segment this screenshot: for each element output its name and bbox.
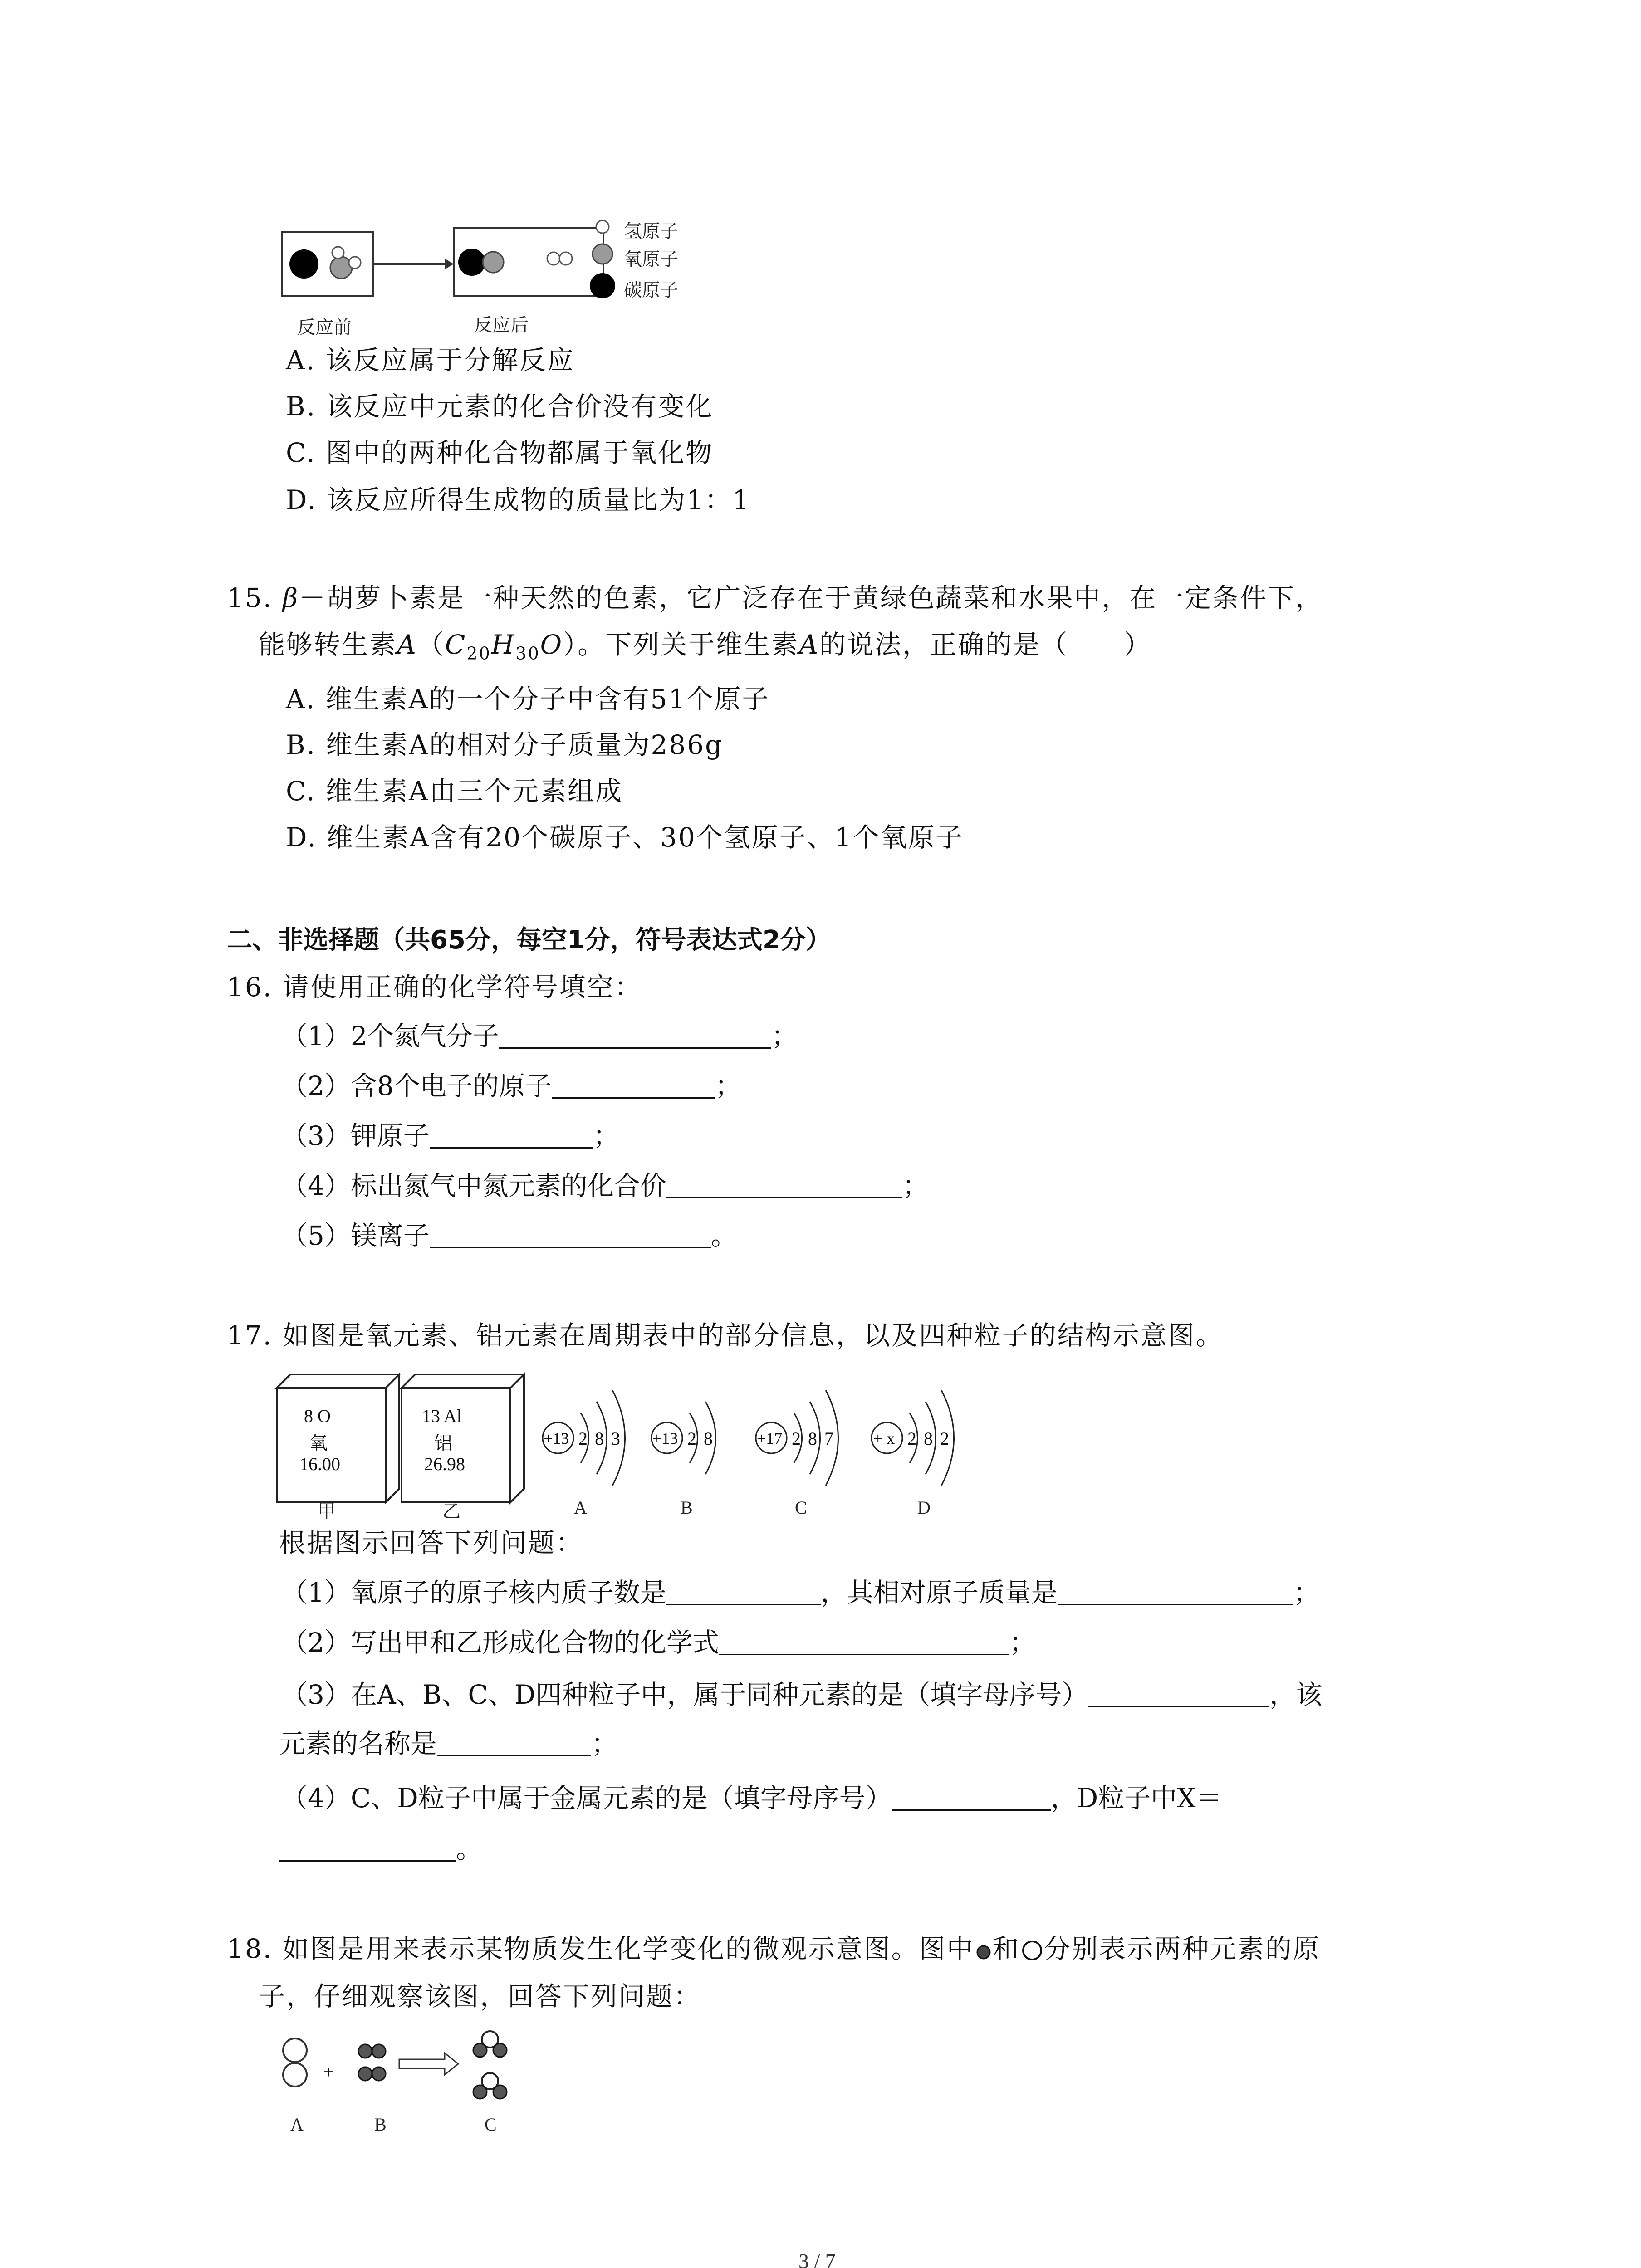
answer-blank[interactable]: [666, 1170, 902, 1198]
before-label: 反应前: [297, 317, 352, 338]
particle-b-nucleus: +13: [652, 1429, 678, 1447]
hydrogen-legend-icon: [596, 220, 609, 233]
hydrogen-atom-icon: [349, 257, 361, 269]
particle-a-nucleus: +13: [544, 1429, 569, 1447]
tag-b: B: [681, 1497, 693, 1518]
tag-c: C: [485, 2114, 497, 2135]
answer-blank[interactable]: [552, 1070, 715, 1099]
q14-option-a: A. 该反应属于分解反应: [286, 345, 575, 376]
light-atom-icon: [1020, 1939, 1044, 1962]
q17-q3-line1: （3）在A、B、C、D四种粒子中，属于同种元素的是（填字母序号） ，该: [281, 1679, 1323, 1710]
legend-oxygen-label: 氧原子: [624, 249, 678, 270]
hydrogen-atom-icon: [547, 252, 560, 265]
answer-blank[interactable]: [666, 1577, 821, 1605]
answer-blank[interactable]: [499, 1020, 771, 1049]
q17-intro: 根据图示回答下列问题：: [279, 1527, 584, 1558]
answer-blank[interactable]: [437, 1728, 591, 1756]
answer-blank[interactable]: [430, 1220, 711, 1248]
molecule-b: [358, 2044, 386, 2081]
carbon-atom-icon: [458, 249, 485, 276]
carbon-legend-icon: [590, 273, 615, 298]
q16-item-4: （4）标出氮气中氮元素的化合价 ；: [281, 1170, 929, 1201]
molecule-a: [283, 2038, 307, 2087]
q17-q4: （4）C、D粒子中属于金属元素的是（填字母序号） ，D粒子中X＝: [281, 1783, 1222, 1813]
q16-item-3: （3）钾原子 ；: [281, 1120, 619, 1151]
q14-option-c: C. 图中的两种化合物都属于氧化物: [286, 437, 714, 468]
q15-option-a: A. 维生素A的一个分子中含有51个原子: [286, 684, 770, 714]
dark-atom-icon: [975, 1942, 993, 1960]
answer-blank[interactable]: [1088, 1679, 1269, 1707]
carbon-atom-icon: [289, 249, 318, 279]
tag-jia: 甲: [318, 1501, 336, 1522]
oxygen-atom-icon: [483, 252, 504, 273]
q17-q1: （1）氧原子的原子核内质子数是 ，其相对原子质量是 ；: [281, 1577, 1320, 1608]
plus-sign: +: [323, 2062, 334, 2082]
oxygen-mass: 16.00: [299, 1454, 340, 1474]
particle-c-shells: 2 8 7: [792, 1428, 833, 1449]
tag-b: B: [374, 2114, 387, 2135]
q17-q4-line2: 。: [279, 1833, 482, 1865]
hydrogen-atom-icon: [559, 252, 572, 265]
aluminium-number-symbol: 13 Al: [422, 1406, 462, 1426]
q17-q2: （2）写出甲和乙形成化合物的化学式 ；: [281, 1627, 1036, 1658]
section-2-title: 二、非选择题（共65分，每空1分，符号表达式2分）: [227, 925, 831, 955]
reaction-arrow-icon: [399, 2053, 458, 2075]
element-card-aluminium: [402, 1374, 524, 1502]
answer-blank[interactable]: [1058, 1577, 1293, 1605]
q16-item-5: （5）镁离子 。: [281, 1220, 737, 1251]
q15-line1: 15. β－胡萝卜素是一种天然的色素，它广泛存在于黄绿色蔬菜和水果中，在一定条件下，: [227, 582, 1323, 613]
oxygen-name: 氧: [309, 1433, 328, 1454]
molecule-c: [473, 2031, 507, 2099]
q16-title: 16. 请使用正确的化学符号填空：: [227, 972, 642, 1002]
particle-b-shells: 2 8: [687, 1428, 713, 1449]
aluminium-mass: 26.98: [424, 1454, 465, 1474]
oxygen-legend-icon: [593, 244, 612, 264]
particle-d-shells: 2 8 2: [907, 1428, 949, 1449]
particle-a-shells: 2 8 3: [578, 1428, 620, 1449]
element-card-oxygen: [277, 1374, 399, 1502]
tag-yi: 乙: [442, 1501, 460, 1522]
q14-option-b: B. 该反应中元素的化合价没有变化: [286, 391, 714, 422]
tag-c: C: [795, 1497, 807, 1518]
q15-option-d: D. 维生素A含有20个碳原子、30个氢原子、1个氧原子: [286, 822, 964, 853]
page-number: 3 / 7: [798, 2249, 836, 2268]
oxygen-number-symbol: 8 O: [304, 1406, 331, 1426]
q18-line1: 18. 如图是用来表示某物质发生化学变化的微观示意图。图中 和 分别表示两种元素的原: [227, 1933, 1321, 1964]
legend-carbon-label: 碳原子: [624, 280, 678, 301]
particle-d-nucleus: + x: [873, 1429, 895, 1447]
q16-item-1: （1）2个氮气分子 ；: [281, 1021, 798, 1051]
particle-c-nucleus: +17: [757, 1429, 783, 1447]
q15-option-b: B. 维生素A的相对分子质量为286g: [286, 729, 724, 760]
after-label: 反应后: [474, 315, 529, 336]
q14-option-d: D. 该反应所得生成物的质量比为1：1: [286, 484, 751, 515]
answer-blank[interactable]: [719, 1627, 1009, 1655]
answer-blank[interactable]: [279, 1833, 456, 1862]
aluminium-name: 铝: [434, 1433, 452, 1454]
q17-title: 17. 如图是氧元素、铝元素在周期表中的部分信息，以及四种粒子的结构示意图。: [227, 1320, 1224, 1351]
q18-reaction-diagram: [272, 2023, 544, 2141]
hydrogen-atom-icon: [332, 247, 344, 259]
tag-a: A: [290, 2114, 304, 2135]
answer-blank[interactable]: [430, 1120, 593, 1149]
tag-a: A: [574, 1497, 587, 1518]
tag-d: D: [917, 1497, 931, 1518]
q15-line2: 能够转生素$A(C_{20}H_{30}O)$。下列关于维生素A的说法，正确的是（ ）: [259, 629, 1152, 664]
q17-q3-line2: 元素的名称是 ；: [279, 1728, 618, 1759]
q18-line2: 子，仔细观察该图，回答下列问题：: [259, 1981, 702, 2012]
legend-hydrogen-label: 氢原子: [624, 221, 678, 242]
q15-option-c: C. 维生素A由三个元素组成: [286, 776, 623, 807]
answer-blank[interactable]: [892, 1782, 1051, 1811]
q16-item-2: （2）含8个电子的原子 ；: [281, 1070, 741, 1101]
